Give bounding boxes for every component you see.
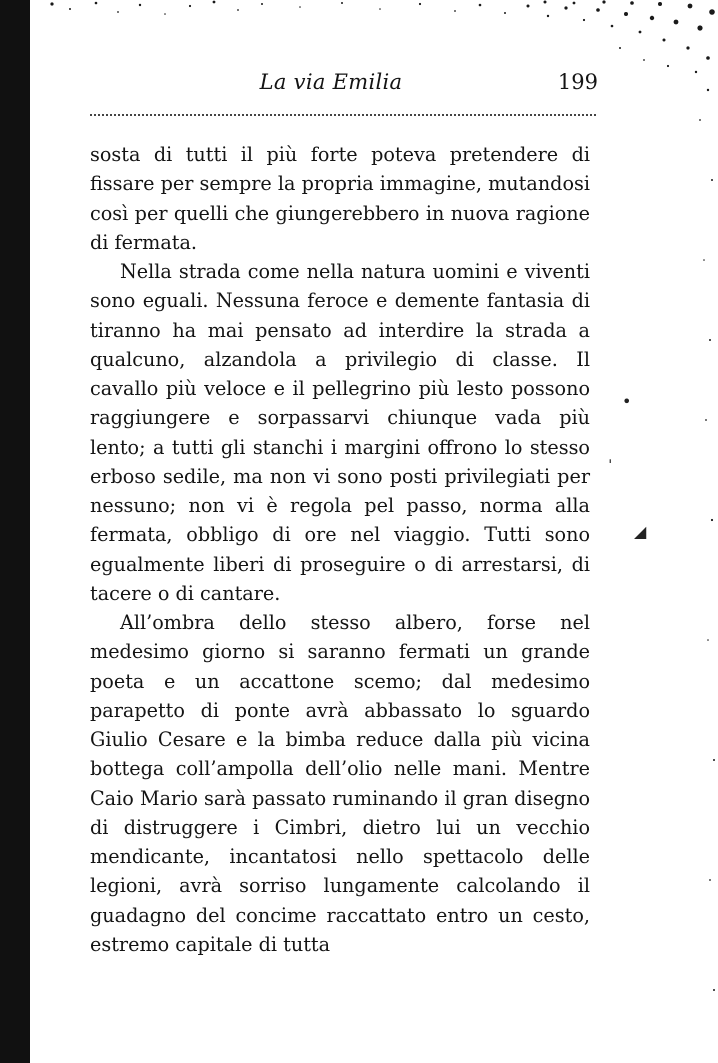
paragraph-ombra: All’ombra dello stesso albero, forse nel medesimo giorno si saranno fermati un grande poeta e un accattone scemo; dal medesimo parapetto di ponte avrà abbassato lo sguardo Giulio Cesare e la bimba reduce dalla più vicina bottega coll’ampolla dell’olio nelle mani. Mentre Caio Mario sarà passato ruminando il gran disegno di distruggere i Cimbri, dietro lui un vecchio mendicante, incantatosi nello spettacolo delle legioni, avrà sorriso lungamente calcolando il guadagno del concime raccattato entro un cesto, estremo capitale di tutta (90, 611, 590, 956)
binding-edge (0, 0, 30, 1063)
margin-dot-mark: • (622, 392, 632, 411)
margin-tick-mark: ˌ (608, 446, 613, 465)
margin-scratch-mark: ◢ (634, 522, 647, 541)
scan-speckle-right (678, 0, 718, 1063)
paragraph-continuation: sosta di tutti il più forte poteva pretendere di fissare per sempre la propria immagine, mutandosi così per quelli che giungerebbero in nuova ragione di fermata. (90, 143, 590, 254)
body-text (90, 140, 590, 959)
running-head (90, 62, 600, 102)
paragraph-strada: Nella strada come nella natura uomini e viventi sono eguali. Nessuna feroce e demente fantasia di tiranno ha mai pensato ad interdire la strada a qualcuno, alzandola a privilegio di classe. Il cavallo più veloce e il pellegrino più lesto possono raggiungere e sorpassarvi chiunque vada più lento; a tutti gli stanchi i margini offrono lo stesso erboso sedile, ma non vi sono posti privilegiati per nessuno; non vi è regola pel passo, norma alla fermata, obbligo di ore nel viaggio. Tutti sono egualmente liberi di proseguire o di arrestarsi, di tacere o di cantare. (90, 260, 590, 605)
running-title: La via Emilia (259, 70, 403, 94)
page-number: 199 (557, 70, 598, 94)
header-rule (90, 114, 596, 116)
